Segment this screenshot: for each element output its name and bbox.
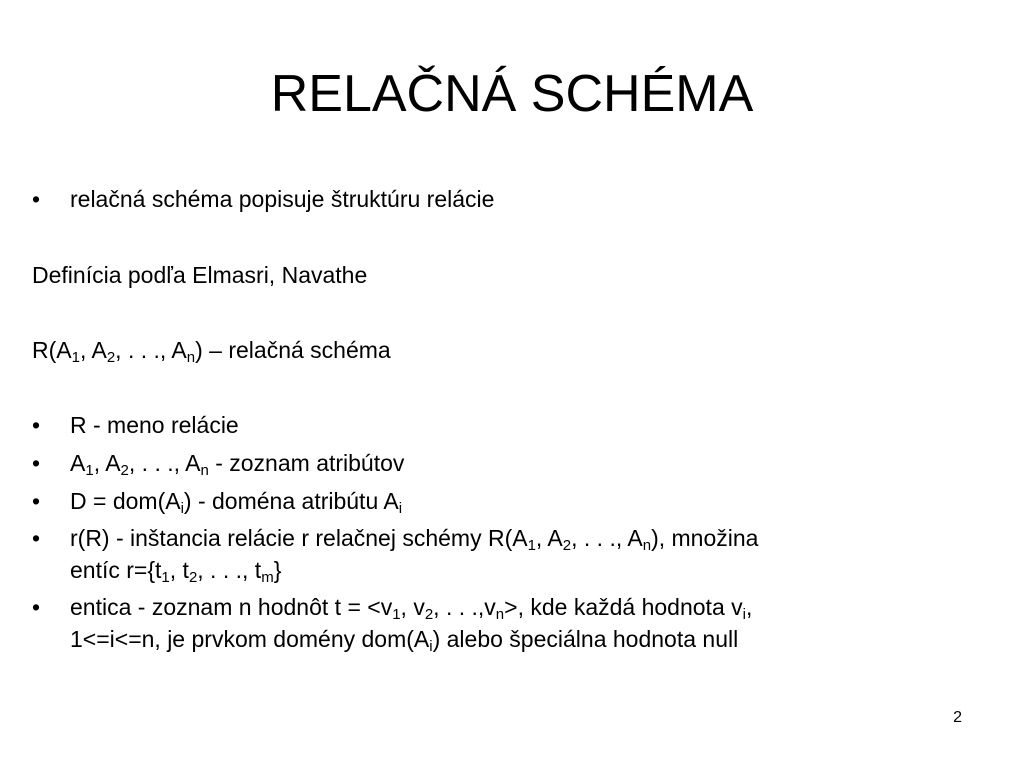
bullet-relation-name: R - meno relácie (70, 412, 239, 438)
schema-line: $R(A_1$, $A_2$, . . ., $A_n$) – relačná schéma (32, 337, 391, 366)
bullet-marker: • (32, 594, 41, 620)
page-number: 2 (953, 709, 962, 726)
bullet-instance-line2: entíc $r=\{t_1$, $t_2$, . . ., $t_m$} (70, 557, 282, 586)
bullet-instance-line1: r(R) - inštancia relácie r relačnej schémy $R(A_1$, $A_2$, . . ., $A_n$), množina (70, 525, 759, 554)
bullet-tuple-line2: 1<=i<=n, je prvkom domény $dom(A_i)$ alebo špeciálna hodnota null (70, 626, 739, 655)
bullet-tuple-line1: entica - zoznam n hodnôt $t = <v_1$, $v_2$, . . $.,v_n>$, kde každá hodnota $v_i$, (70, 594, 753, 623)
intro-bullet-text: relačná schéma popisuje štruktúru relácie (70, 186, 495, 212)
bullet-attribute-list: $A_1$, $A_2$, . . ., $A_n$ - zoznam atribútov (70, 450, 405, 479)
definition-line: Definícia podľa Elmasri, Navathe (32, 262, 368, 288)
bullet-domain: $D = dom(A_i)$ - doména atribútu $A_i$ (70, 488, 403, 517)
bullet-marker: • (32, 488, 41, 514)
slide-title: RELAČNÁ SCHÉMA (270, 65, 754, 123)
bullet-marker: • (32, 525, 41, 551)
bullet-marker: • (32, 412, 41, 438)
bullet-marker: • (32, 186, 41, 212)
bullet-marker: • (32, 450, 41, 476)
